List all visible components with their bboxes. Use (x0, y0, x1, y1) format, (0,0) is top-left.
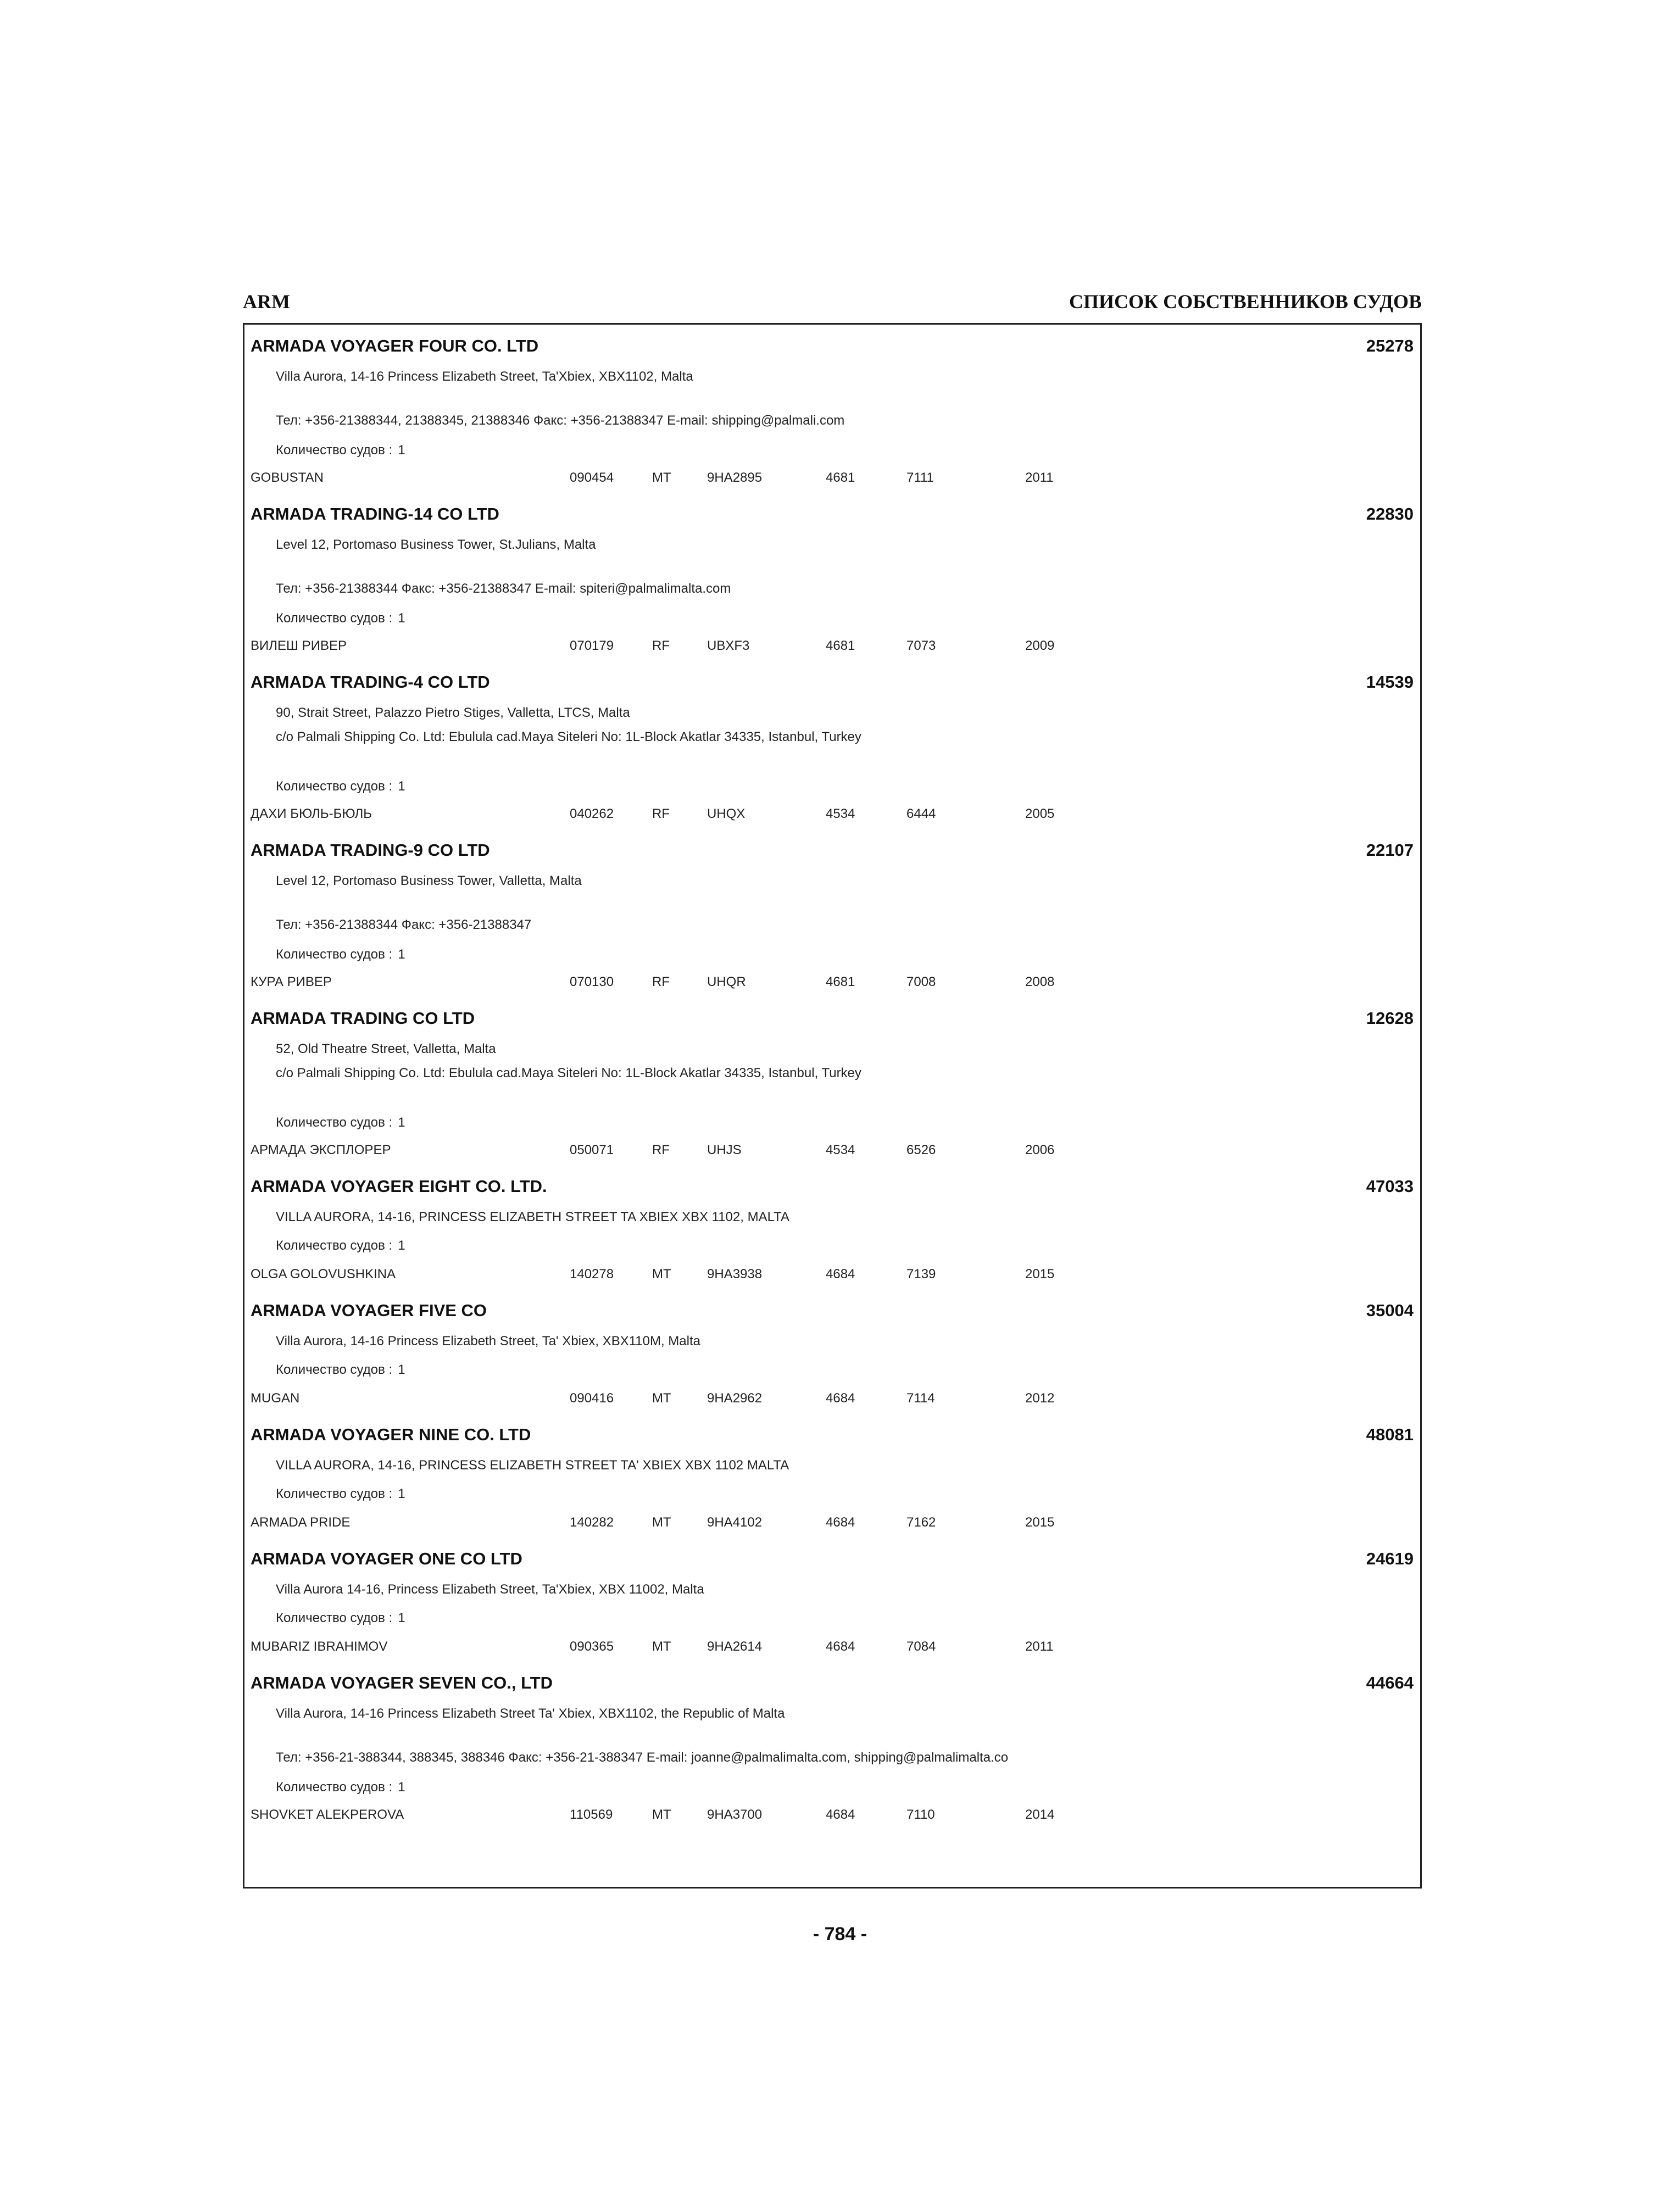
vessel-grt: 4534 (826, 1143, 855, 1157)
vessel-count-value: 1 (398, 1780, 405, 1795)
company-name: ARMADA VOYAGER ONE CO LTD (251, 1549, 522, 1568)
company-address: 90, Strait Street, Palazzo Pietro Stiges, Valletta, LTCS, Malta (276, 705, 630, 720)
vessel-count-label: Количество судов : (276, 1362, 393, 1377)
vessel-reg-number: 140278 (570, 1267, 614, 1282)
vessel-row (0, 1267, 1680, 1283)
vessel-count-value: 1 (398, 1115, 405, 1130)
vessel-count-value: 1 (398, 1611, 405, 1625)
vessel-count (276, 611, 405, 626)
company-code: 22107 (1366, 840, 1414, 860)
vessel-name: ВИЛЕШ РИВЕР (251, 638, 347, 653)
vessel-dwt: 7073 (906, 638, 936, 653)
vessel-year: 2014 (1025, 1807, 1055, 1822)
vessel-count-value: 1 (398, 947, 405, 962)
company-address-line-2: c/o Palmali Shipping Co. Ltd: Ebulula cad.Maya Siteleri No: 1L-Block Akatlar 34335, Istanbul, Turkey (276, 729, 861, 744)
vessel-callsign: 9HA2614 (707, 1639, 763, 1654)
company-name: ARMADA TRADING-4 CO LTD (251, 672, 490, 692)
vessel-count (276, 443, 405, 458)
vessel-year: 2011 (1025, 1639, 1054, 1654)
vessel-grt: 4684 (826, 1515, 855, 1530)
vessel-reg-number: 050071 (570, 1143, 614, 1157)
vessel-count (276, 1362, 405, 1378)
company-address: Villa Aurora, 14-16 Princess Elizabeth Street, Ta' Xbiex, XBX110M, Malta (276, 1334, 700, 1349)
vessel-reg-number: 090365 (570, 1639, 614, 1654)
company-code: 48081 (1366, 1425, 1414, 1444)
vessel-row (0, 470, 1680, 487)
company-address: Villa Aurora, 14-16 Princess Elizabeth Street, Ta'Xbiex, XBX1102, Malta (276, 369, 693, 384)
company-contact: Тел: +356-21-388344, 388345, 388346 Факс: +356-21-388347 E-mail: joanne@palmalimalta.com, shipping@palmalimalta.co (276, 1750, 1009, 1765)
vessel-callsign: 9HA3938 (707, 1267, 763, 1282)
vessel-callsign: UHJS (707, 1143, 742, 1157)
vessel-dwt: 7084 (906, 1639, 936, 1654)
vessel-reg-number: 110569 (570, 1807, 613, 1822)
vessel-name: MUBARIZ IBRAHIMOV (251, 1639, 388, 1654)
company-name: ARMADA VOYAGER EIGHT CO. LTD. (251, 1177, 547, 1196)
vessel-callsign: 9HA2962 (707, 1391, 763, 1406)
company-name: ARMADA TRADING-9 CO LTD (251, 840, 490, 860)
vessel-count-label: Количество судов : (276, 947, 393, 962)
vessel-flag: MT (652, 1639, 671, 1654)
vessel-name: ARMADA PRIDE (251, 1515, 351, 1530)
vessel-flag: MT (652, 1515, 671, 1530)
vessel-count-label: Количество судов : (276, 443, 393, 458)
vessel-count (276, 1115, 405, 1130)
section-code: ARM (243, 291, 290, 313)
vessel-reg-number: 090416 (570, 1391, 614, 1406)
vessel-count (276, 1486, 405, 1502)
vessel-name: ДАХИ БЮЛЬ-БЮЛЬ (251, 806, 372, 821)
vessel-row (0, 638, 1680, 655)
vessel-flag: RF (652, 638, 670, 653)
vessel-reg-number: 070130 (570, 974, 614, 989)
vessel-row (0, 1515, 1680, 1531)
company-name: ARMADA TRADING CO LTD (251, 1009, 475, 1028)
company-code: 22830 (1366, 504, 1414, 523)
vessel-count-value: 1 (398, 1362, 405, 1377)
vessel-count (276, 1238, 405, 1254)
vessel-flag: MT (652, 470, 671, 485)
vessel-count (276, 1611, 405, 1626)
vessel-count-value: 1 (398, 779, 405, 794)
vessel-row (0, 1391, 1680, 1407)
vessel-callsign: 9HA4102 (707, 1515, 763, 1530)
vessel-dwt: 6526 (906, 1143, 936, 1157)
vessel-grt: 4534 (826, 806, 855, 821)
company-address: Villa Aurora 14-16, Princess Elizabeth Street, Ta'Xbiex, XBX 11002, Malta (276, 1582, 704, 1597)
company-name: ARMADA VOYAGER NINE CO. LTD (251, 1425, 531, 1444)
company-code: 14539 (1366, 672, 1414, 692)
vessel-grt: 4684 (826, 1391, 855, 1406)
document-title: СПИСОК СОБСТВЕННИКОВ СУДОВ (1069, 291, 1422, 313)
vessel-flag: MT (652, 1391, 671, 1406)
company-name: ARMADA VOYAGER FOUR CO. LTD (251, 336, 539, 355)
vessel-row (0, 1807, 1680, 1824)
vessel-flag: RF (652, 1143, 670, 1157)
vessel-callsign: UHQR (707, 974, 746, 989)
vessel-year: 2009 (1025, 638, 1055, 653)
company-code: 44664 (1366, 1673, 1414, 1692)
company-code: 25278 (1366, 336, 1414, 355)
company-address: VILLA AURORA, 14-16, PRINCESS ELIZABETH STREET TA' XBIEX XBX 1102 MALTA (276, 1458, 789, 1473)
vessel-count-label: Количество судов : (276, 1611, 393, 1625)
vessel-callsign: 9HA2895 (707, 470, 763, 485)
vessel-count-label: Количество судов : (276, 1238, 393, 1253)
vessel-name: MUGAN (251, 1391, 300, 1406)
vessel-grt: 4684 (826, 1267, 855, 1282)
vessel-count-label: Количество судов : (276, 779, 393, 794)
vessel-reg-number: 140282 (570, 1515, 614, 1530)
vessel-dwt: 7110 (906, 1807, 935, 1822)
vessel-year: 2015 (1025, 1515, 1055, 1530)
vessel-count (276, 779, 405, 794)
company-address: VILLA AURORA, 14-16, PRINCESS ELIZABETH STREET TA XBIEX XBX 1102, MALTA (276, 1210, 790, 1224)
vessel-count-value: 1 (398, 1238, 405, 1253)
vessel-year: 2011 (1025, 470, 1054, 485)
vessel-year: 2008 (1025, 974, 1055, 989)
vessel-dwt: 7162 (906, 1515, 936, 1530)
vessel-name: КУРА РИВЕР (251, 974, 332, 989)
company-address: Level 12, Portomaso Business Tower, St.Julians, Malta (276, 537, 596, 552)
company-name: ARMADA VOYAGER FIVE CO (251, 1301, 487, 1320)
company-name: ARMADA VOYAGER SEVEN CO., LTD (251, 1673, 553, 1692)
company-code: 12628 (1366, 1009, 1414, 1028)
vessel-reg-number: 090454 (570, 470, 614, 485)
vessel-dwt: 7114 (906, 1391, 935, 1406)
vessel-flag: RF (652, 974, 670, 989)
vessel-name: АРМАДА ЭКСПЛОРЕР (251, 1143, 391, 1157)
vessel-reg-number: 040262 (570, 806, 614, 821)
vessel-grt: 4681 (826, 470, 855, 485)
vessel-name: SHOVKET ALEKPEROVA (251, 1807, 404, 1822)
vessel-year: 2005 (1025, 806, 1055, 821)
company-contact: Тел: +356-21388344 Факс: +356-21388347 E-mail: spiteri@palmalimalta.com (276, 581, 731, 596)
vessel-count-label: Количество судов : (276, 1780, 393, 1795)
vessel-count-value: 1 (398, 611, 405, 626)
vessel-dwt: 7139 (906, 1267, 936, 1282)
vessel-grt: 4681 (826, 974, 855, 989)
company-name: ARMADA TRADING-14 CO LTD (251, 504, 499, 523)
vessel-year: 2012 (1025, 1391, 1055, 1406)
vessel-dwt: 7111 (906, 470, 934, 485)
vessel-year: 2015 (1025, 1267, 1055, 1282)
vessel-count-label: Количество судов : (276, 1115, 393, 1130)
vessel-year: 2006 (1025, 1143, 1055, 1157)
vessel-flag: MT (652, 1267, 671, 1282)
vessel-count-value: 1 (398, 443, 405, 458)
vessel-name: GOBUSTAN (251, 470, 324, 485)
vessel-count-value: 1 (398, 1486, 405, 1501)
vessel-flag: MT (652, 1807, 671, 1822)
company-code: 47033 (1366, 1177, 1414, 1196)
company-address-line-2: c/o Palmali Shipping Co. Ltd: Ebulula cad.Maya Siteleri No: 1L-Block Akatlar 34335, Istanbul, Turkey (276, 1066, 861, 1080)
company-code: 24619 (1366, 1549, 1414, 1568)
vessel-count (276, 1780, 405, 1795)
company-address: Villa Aurora, 14-16 Princess Elizabeth Street Ta' Xbiex, XBX1102, the Republic of Malta (276, 1706, 785, 1721)
page-number: - 784 - (813, 1924, 867, 1945)
vessel-count (276, 947, 405, 962)
company-address: Level 12, Portomaso Business Tower, Valletta, Malta (276, 873, 582, 888)
vessel-dwt: 7008 (906, 974, 936, 989)
vessel-name: OLGA GOLOVUSHKINA (251, 1267, 396, 1282)
vessel-dwt: 6444 (906, 806, 936, 821)
vessel-grt: 4684 (826, 1639, 855, 1654)
company-contact: Тел: +356-21388344 Факс: +356-21388347 (276, 917, 532, 932)
vessel-row (0, 806, 1680, 823)
vessel-row (0, 974, 1680, 991)
vessel-callsign: UHQX (707, 806, 746, 821)
vessel-count-label: Количество судов : (276, 611, 393, 626)
vessel-callsign: UBXF3 (707, 638, 750, 653)
company-contact: Тел: +356-21388344, 21388345, 21388346 Факс: +356-21388347 E-mail: shipping@palmali.com (276, 413, 845, 428)
vessel-grt: 4684 (826, 1807, 855, 1822)
company-code: 35004 (1366, 1301, 1414, 1320)
vessel-callsign: 9HA3700 (707, 1807, 763, 1822)
vessel-flag: RF (652, 806, 670, 821)
vessel-row (0, 1639, 1680, 1656)
vessel-reg-number: 070179 (570, 638, 614, 653)
vessel-count-label: Количество судов : (276, 1486, 393, 1501)
vessel-row (0, 1143, 1680, 1159)
company-address: 52, Old Theatre Street, Valletta, Malta (276, 1041, 496, 1056)
vessel-grt: 4681 (826, 638, 855, 653)
